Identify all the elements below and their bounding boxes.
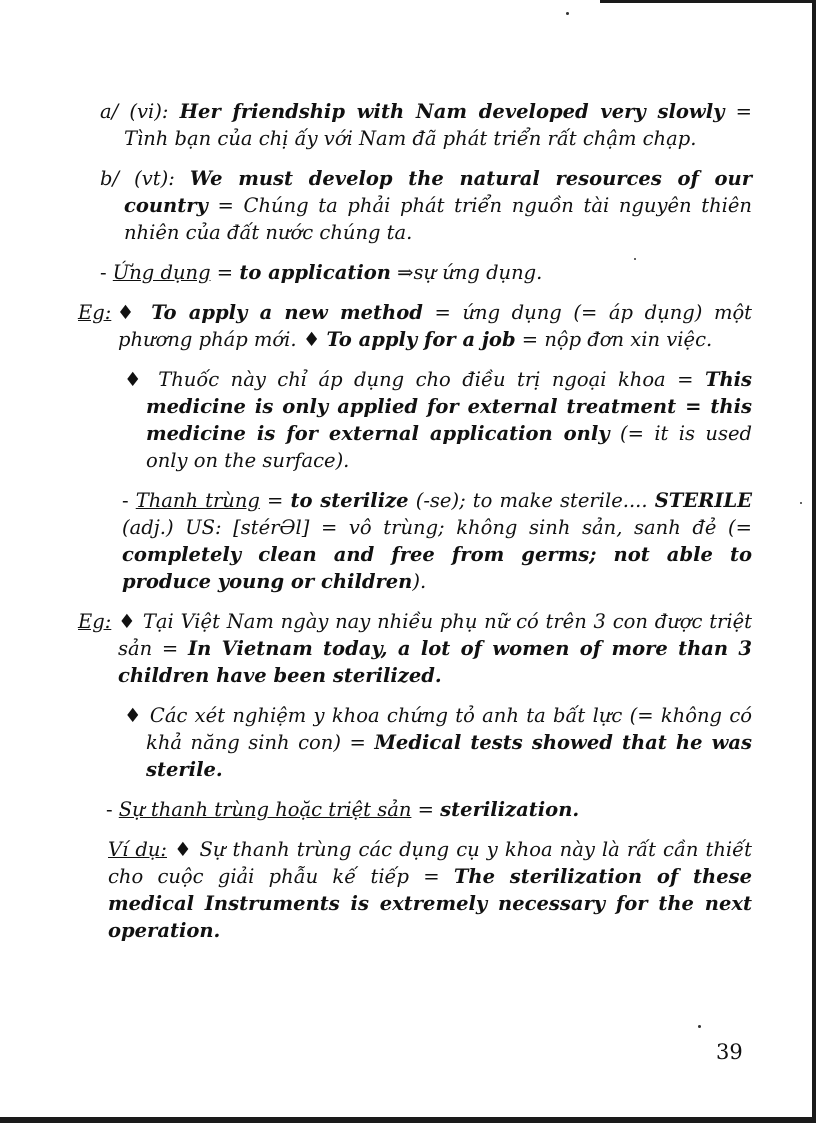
sterilize-example-2 — [100, 702, 752, 783]
scan-speck — [698, 1025, 701, 1028]
sterilize-term: Thanh trùng — [135, 489, 260, 512]
sterilization-definition — [100, 796, 752, 823]
sterilization-english: sterilization. — [440, 798, 580, 821]
list-dash: - — [106, 798, 113, 821]
apply-example-3 — [100, 366, 752, 474]
apply-example-2-english: To apply for a job — [326, 328, 516, 351]
sterilize-example-2-vietnamese: Các xét nghiệm y khoa chứng tỏ anh ta bất lực (= không có khả năng sinh con) = — [146, 704, 752, 754]
sterilize-definition — [100, 487, 752, 595]
vi-du-label: Ví dụ: — [108, 838, 167, 861]
sterilize-example-1-vietnamese: Tại Việt Nam ngày nay nhiều phụ nữ có trên 3 con được triệt sản = — [118, 610, 752, 660]
diamond-bullet-icon: ♦ — [124, 704, 143, 727]
apply-english: to application — [239, 261, 391, 284]
apply-example-3-note: (= it is used only on the surface). — [146, 422, 752, 472]
equals-sign: = — [417, 798, 434, 821]
top-edge-rule — [600, 0, 816, 3]
sterilization-example-english: The sterilization of these medical Instruments is extremely necessary for the next operation. — [108, 865, 753, 942]
eg-label: Eg: — [78, 301, 112, 324]
arrow-symbol: ⇒ — [397, 261, 414, 284]
entry-b-english: We must develop the natural resources of our country — [124, 167, 753, 217]
sterilize-tail: (-se); to make sterile.... — [415, 489, 648, 512]
list-dash: - — [122, 489, 129, 512]
list-dash: - — [100, 261, 107, 284]
apply-definition — [100, 259, 752, 286]
diamond-bullet-icon: ♦ — [111, 301, 140, 324]
equals-sign: = — [267, 489, 284, 512]
sterile-adjective: STERILE — [654, 489, 753, 512]
apply-vietnamese: sự ứng dụng. — [413, 261, 543, 284]
eg-label: Eg: — [78, 610, 112, 633]
diamond-bullet-icon: ♦ — [124, 368, 147, 391]
sterilization-example — [100, 836, 752, 944]
bottom-edge-rule — [0, 1117, 816, 1123]
apply-example-1-vietnamese: = ứng dụng (= áp dụng) một phương pháp mới. — [118, 301, 753, 351]
page-content — [78, 98, 753, 944]
sterile-close: ). — [412, 570, 427, 593]
apply-example-2-vietnamese: = nộp đơn xin việc. — [521, 328, 713, 351]
sterile-definition: completely clean and free from germs; not able to produce young or children — [122, 543, 752, 593]
scan-speck — [566, 12, 569, 15]
sterilization-example-vietnamese: Sự thanh trùng các dụng cụ y khoa này là rất cần thiết cho cuộc giải phẫu kế tiếp = — [108, 838, 752, 888]
entry-b-vietnamese: = Chúng ta phải phát triển nguồn tài nguyên thiên nhiên của đất nước chúng ta. — [124, 194, 752, 244]
sterilize-example-2-english: Medical tests showed that he was sterile. — [146, 731, 752, 781]
entry-a-vietnamese: = Tình bạn của chị ấy với Nam đã phát triển rất chậm chạp. — [124, 100, 752, 150]
diamond-bullet-icon: ♦ — [302, 328, 321, 351]
entry-b — [100, 165, 752, 246]
apply-examples — [78, 299, 753, 353]
apply-term: Ứng dụng — [112, 261, 211, 284]
scan-speck — [800, 502, 802, 504]
sterilize-example-1 — [78, 608, 752, 689]
right-edge-rule — [812, 0, 816, 1123]
sterilize-english: to sterilize — [290, 489, 409, 512]
page-number: 39 — [716, 1040, 743, 1064]
sterilization-term: Sự thanh trùng hoặc triệt sản — [118, 798, 412, 821]
entry-b-marker: b/ (vt): — [100, 167, 175, 190]
sterilize-example-1-english: In Vietnam today, a lot of women of more than 3 children have been sterilized. — [118, 637, 752, 687]
diamond-bullet-icon: ♦ — [118, 610, 137, 633]
apply-example-1-english: To apply a new method — [151, 301, 423, 324]
apply-example-3-vietnamese: Thuốc này chỉ áp dụng cho điều trị ngoại khoa = — [158, 368, 694, 391]
equals-sign: = — [216, 261, 234, 284]
entry-a — [100, 98, 752, 152]
sterile-info: (adj.) US: [stérƏl] = vô trùng; không sinh sản, sanh đẻ (= — [122, 516, 752, 539]
entry-a-marker: a/ (vi): — [100, 100, 169, 123]
diamond-bullet-icon: ♦ — [174, 838, 193, 861]
entry-a-english: Her friendship with Nam developed very slowly — [179, 100, 725, 123]
apply-example-3-english: This medicine is only applied for external treatment = this medicine is for external application only — [146, 368, 753, 445]
